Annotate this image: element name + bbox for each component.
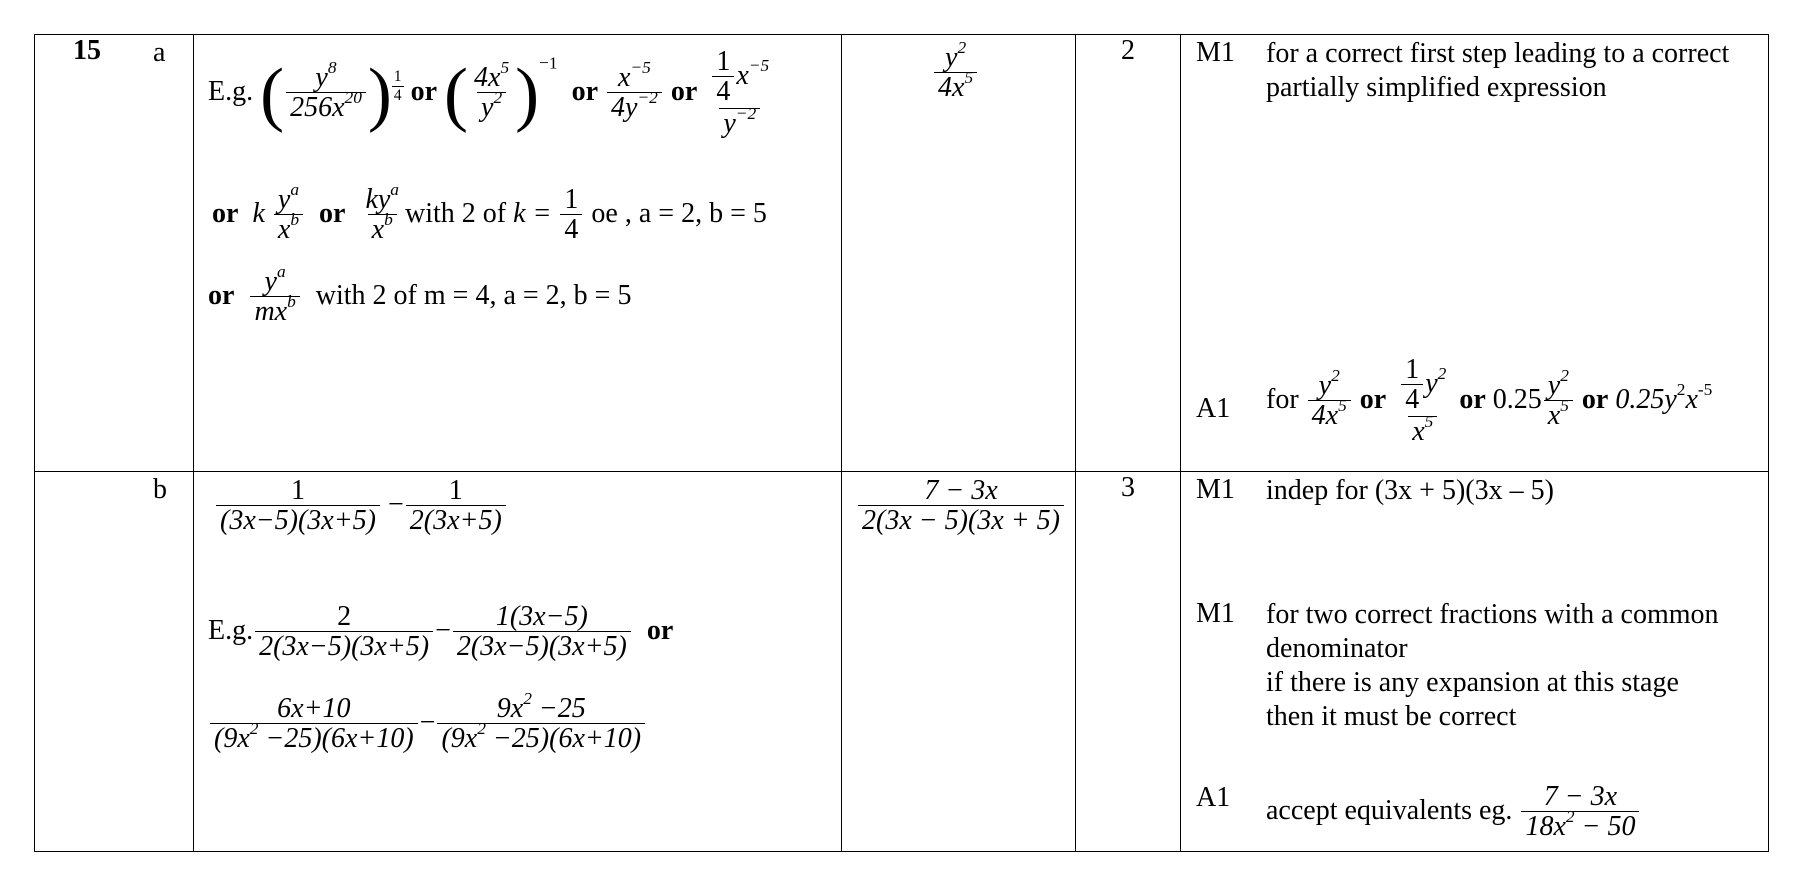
guidance-text: for two correct fractions with a common denominator if there is any expansion at this stage then it must be correct [1266, 599, 1719, 732]
marks-value: 3 [1121, 472, 1135, 503]
eg-label: E.g. [208, 615, 254, 647]
mark-scheme-table [34, 34, 1769, 852]
with-text: with 2 of [404, 198, 507, 230]
paren-open: ( [444, 53, 468, 134]
mark-code: M1 [1196, 598, 1235, 629]
answer-cell [842, 472, 1076, 852]
fraction: $\frac{y^8}{256x^{20}}$ [286, 63, 366, 124]
paren-close: ) [515, 53, 540, 134]
working-line-1 [208, 47, 775, 140]
guidance-a1: accept equivalents eg. $\frac{7 - 3x}{18x^2 - 50}$ [1266, 782, 1641, 843]
working-line-2 [212, 179, 767, 246]
answer: $\frac{y^2}{4x^5}$ [932, 43, 979, 104]
or-word: or [208, 280, 235, 312]
or-word: or [319, 198, 346, 230]
answer-cell [842, 35, 1076, 472]
marks-cell [1076, 35, 1181, 472]
part-a-row [35, 35, 1769, 472]
mark-code: A1 [1196, 782, 1231, 813]
notes-cell [1181, 472, 1769, 852]
part-label: b [153, 474, 167, 505]
or-word: or [571, 75, 599, 107]
guidance-text: indep for (3x + 5)(3x – 5) [1266, 475, 1554, 506]
conditions-text: oe , a = 2, b = 5 [591, 198, 767, 230]
question-cell [35, 35, 194, 472]
or-word: or [646, 615, 674, 647]
paren-open: ( [260, 53, 285, 134]
question-number: 15 [73, 35, 101, 66]
paren-close: ) [367, 53, 392, 134]
mark-code: M1 [1196, 474, 1235, 505]
working-line-3 [208, 261, 632, 328]
part-label: a [153, 37, 166, 68]
working-line-1: $\frac{1}{(3x-5)(3x+5)}$ − $\frac{1}{2(3x+5)}$ [208, 476, 508, 537]
working-cell [194, 472, 842, 852]
guidance-a1: for $\frac{y^2}{4x^5}$ or $\frac{1}{4}$ $y^2$ $x^5$ or 0.25 $\frac{y^2}{x^5}$ or $0.25y^2x^{-5}$ [1266, 354, 1713, 448]
mark-code: M1 [1196, 37, 1235, 68]
mark-code: A1 [1196, 393, 1231, 424]
notes-cell [1181, 35, 1769, 472]
k-var: k [252, 198, 265, 230]
fraction: $\frac{1}{4}$ $x^{-5}$ $y^{-2}$ [706, 47, 773, 140]
fraction: $\frac{y^a}{mx^b}$ [250, 267, 299, 328]
fraction: $\frac{y^a}{x^b}$ [274, 185, 303, 246]
power: −1 [539, 53, 558, 73]
eg-label: E.g. [208, 75, 254, 107]
working-line-3: $\frac{6x+10}{(9x^2 -25)(6x+10)}$ − $\frac{9x^2 -25}{(9x^2 -25)(6x+10)}$ [208, 694, 647, 755]
fraction: $\frac{x^{-5}}{4y^{-2}}$ [607, 63, 662, 124]
answer: $\frac{7 - 3x}{2(3x - 5)(3x + 5)}$ [856, 476, 1066, 537]
fraction: $\frac{ky^a}{x^b}$ [365, 179, 399, 246]
power-fraction: $\frac{1}{4}$ [393, 68, 402, 105]
part-b-row [35, 472, 1769, 852]
fraction: $\frac{4x^5}{y^2}$ [474, 57, 510, 124]
or-word: or [212, 198, 239, 230]
or-word: or [410, 75, 438, 107]
or-word: or [670, 75, 698, 107]
conditions-text: with 2 of m = 4, a = 2, b = 5 [315, 280, 632, 312]
marks-cell [1076, 472, 1181, 852]
question-cell [35, 472, 194, 852]
guidance-text: for a correct first step leading to a correct partially simplified expression [1266, 38, 1730, 103]
working-line-2: E.g. $\frac{2}{2(3x-5)(3x+5)}$ − $\frac{1(3x-5)}{2(3x-5)(3x+5)}$ or [208, 601, 674, 663]
k-equals: k = [513, 198, 552, 230]
fraction: $\frac{1}{4}$ [560, 185, 582, 246]
marks-value: 2 [1121, 35, 1135, 66]
working-cell [194, 35, 842, 472]
